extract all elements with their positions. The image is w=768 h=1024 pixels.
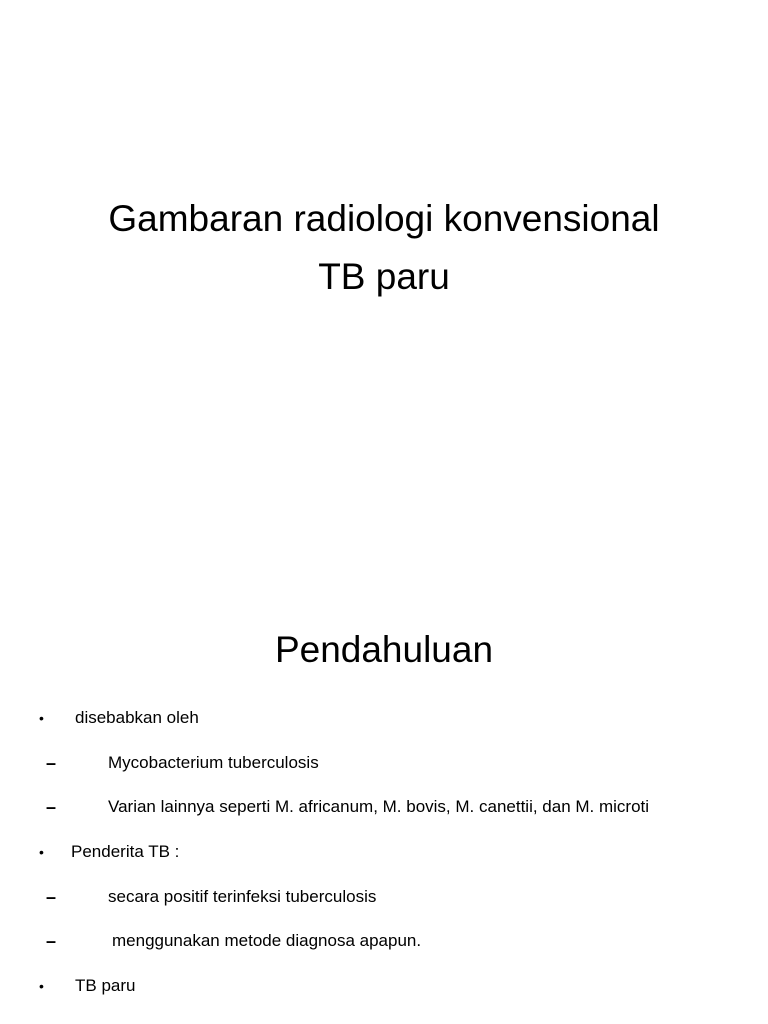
list-item (0, 834, 768, 879)
list-item-text: disebabkan oleh (75, 708, 199, 727)
list-item (0, 745, 768, 790)
list-item (0, 923, 768, 968)
slide-title-line-1: Gambaran radiologi konvensional (108, 198, 660, 239)
list-item (0, 879, 768, 924)
bullet-marker: • (39, 978, 44, 995)
dash-marker: – (46, 797, 57, 818)
list-item (0, 789, 768, 834)
list-item-text: TB paru (75, 976, 136, 996)
dash-marker: – (46, 886, 57, 907)
slide-title (0, 190, 768, 306)
list-item (0, 968, 768, 1013)
list-item-text: Penderita TB : (71, 842, 180, 862)
list-item-text: secara positif terinfeksi tuberculosis (108, 886, 377, 906)
dash-marker: – (46, 931, 57, 952)
list-item-text: Mycobacterium tuberculosis (108, 752, 319, 772)
slide-title-line-2: TB paru (318, 256, 450, 297)
list-item-text: Varian lainnya seperti M. africanum, M. bovis, M. canettii, dan M. microti (108, 797, 650, 817)
bullet-list (0, 700, 768, 1013)
dash-marker: – (46, 752, 57, 773)
list-item-text: menggunakan metode diagnosa apapun. (112, 931, 422, 951)
section-heading: Pendahuluan (274, 629, 494, 670)
bullet-marker: • (39, 710, 44, 726)
bullet-marker: • (39, 844, 44, 861)
list-item (0, 700, 768, 745)
